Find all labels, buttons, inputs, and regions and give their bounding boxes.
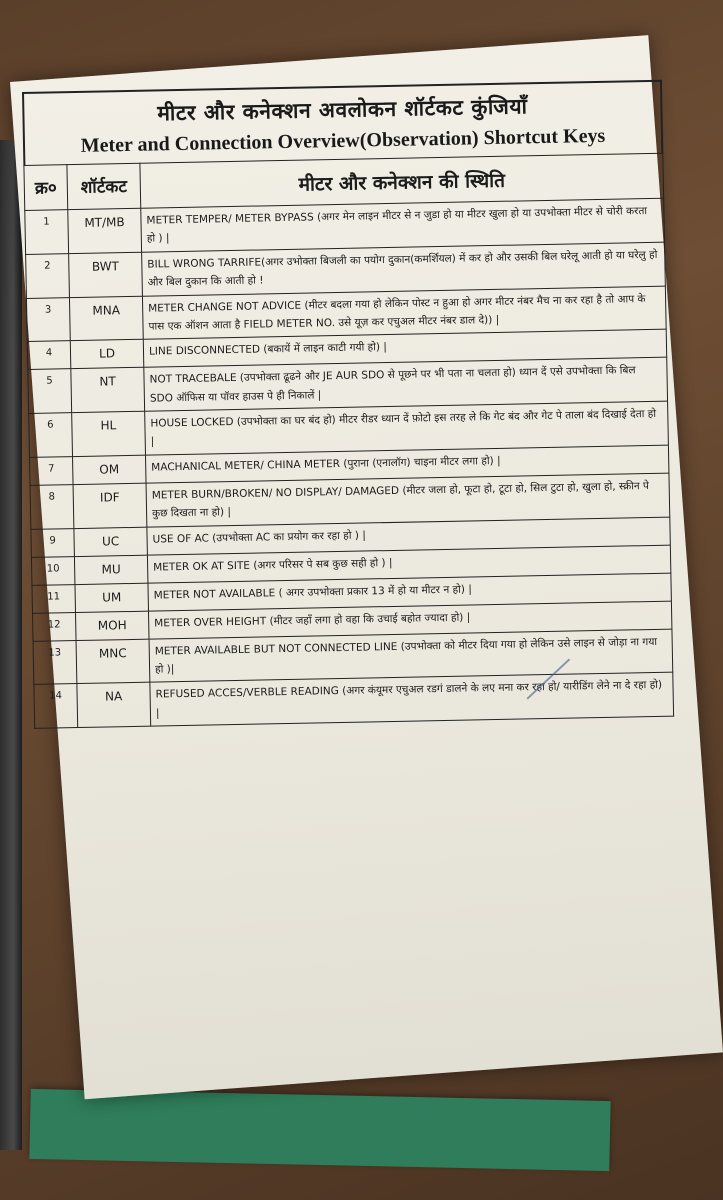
row-description: METER OVER HEIGHT (मीटर जहाँ लगा हो वहा कि उचाई बहोत ज्यादा हो) | <box>148 601 671 639</box>
title-block <box>22 80 663 165</box>
row-number: 13 <box>33 640 77 685</box>
row-number: 12 <box>33 612 77 641</box>
row-number: 2 <box>26 253 70 298</box>
row-shortcut: MNC <box>76 639 150 684</box>
row-number: 14 <box>34 684 78 729</box>
row-shortcut: IDF <box>73 483 147 528</box>
green-file-cover <box>29 1089 610 1171</box>
row-description: METER BURN/BROKEN/ NO DISPLAY/ DAMAGED (मीटर जला हो, फूटा हो, टूटा हो, सिल टुटा हो, खुला हो, स्क्रीन पे कुछ दिखता ना हो) | <box>146 473 670 527</box>
row-number: 4 <box>27 341 71 370</box>
row-number: 10 <box>31 556 75 585</box>
row-description: METER NOT AVAILABLE ( अगर उपभोक्ता प्रकार 13 में हो या मीटर न हो) | <box>148 573 671 611</box>
row-description: USE OF AC (उपभोक्ता AC का प्रयोग कर रहा हो ) | <box>147 517 670 555</box>
row-shortcut: NA <box>77 682 151 727</box>
row-shortcut: MU <box>74 555 148 584</box>
row-number: 7 <box>30 456 74 485</box>
row-number: 1 <box>25 210 69 255</box>
row-description: REFUSED ACCES/VERBLE READING (अगर कंयूमर एचुअल रडगं डालने के लए मना कर रहा हो/ यारीडिंग लेने ना दे रहा हो) | <box>150 672 674 726</box>
row-shortcut: UC <box>74 527 148 556</box>
row-description: METER CHANGE NOT ADVICE (मीटर बदला गया हो लेकिन पोस्ट न हुआ हो अगर मीटर नंबर मैच ना कर रहा है तो आप के पास एक ऑशन आता है FIELD METER NO. उसे यूज़ कर एचुअल मीटर नंबर डाल दे)) | <box>142 286 666 340</box>
row-shortcut: MT/MB <box>68 208 142 253</box>
header-shortcut: शॉर्टकट <box>67 163 141 209</box>
row-description: METER OK AT SITE (अगर परिसर पे सब कुछ सही हो ) | <box>147 545 670 583</box>
row-shortcut: HL <box>72 411 146 456</box>
row-number: 9 <box>31 528 75 557</box>
row-number: 3 <box>26 297 70 342</box>
row-shortcut: OM <box>73 455 147 484</box>
row-description: BILL WRONG TARRIFE(अगर उभोक्ता बिजली का पयोग दुकान(कमर्शियल) में कर हो और उसकी बिल घरेलू आती हो या घरेलु हो और बिल दुकान कि आती हो ! <box>142 242 666 296</box>
row-shortcut: MOH <box>75 611 149 640</box>
row-number: 11 <box>32 584 76 613</box>
row-description: NOT TRACEBALE (उपभोक्ता ढूढने और JE AUR SDO से पूछने पर भी पता ना चलता हो) ध्यान दें एसे उपभोक्ता कि बिल SDO ऑफिस या पॉवर हाउस पे ही निकालें | <box>144 357 668 411</box>
row-shortcut: UM <box>75 583 149 612</box>
row-shortcut: NT <box>71 367 145 412</box>
row-number: 5 <box>28 369 72 414</box>
shortcut-table <box>23 153 674 729</box>
header-serial: क्र० <box>24 165 68 211</box>
document-content <box>22 80 674 729</box>
row-number: 8 <box>30 484 74 529</box>
row-description: LINE DISCONNECTED (बकायें में लाइन काटी गयी हो) | <box>143 329 666 367</box>
row-description: METER TEMPER/ METER BYPASS (अगर मेन लाइन मीटर से न जुडा हो या मीटर खुला हो या उपभोक्ता मीटर से चोरी करता हो ) | <box>141 198 665 252</box>
row-shortcut: BWT <box>69 252 143 297</box>
row-number: 6 <box>29 413 73 458</box>
row-shortcut: LD <box>70 339 144 368</box>
row-shortcut: MNA <box>69 296 143 341</box>
table-body <box>25 198 674 728</box>
binder-spine <box>0 140 22 1150</box>
title-english: Meter and Connection Overview(Observation) Shortcut Keys <box>80 124 606 157</box>
row-description: METER AVAILABLE BUT NOT CONNECTED LINE (उपभोक्ता को मीटर दिया गया हो लेकिन उसे लाइन से जोड़ा ना गया हो )| <box>149 629 673 683</box>
title-hindi: मीटर और कनेक्शन अवलोकन शॉर्टकट कुंजियाँ <box>157 94 528 126</box>
row-description: MACHANICAL METER/ CHINA METER (पुराना (एनालॉग) चाइना मीटर लगा हो) | <box>145 445 668 483</box>
row-description: HOUSE LOCKED (उपभोक्ता का घर बंद हो) मीटर रीडर ध्यान दें फ़ोटो इस तरह ले कि गेट बंद और गेट पे ताला बंद दिखाई देता हो | <box>145 401 669 455</box>
header-status: मीटर और कनेक्शन की स्थिति <box>140 153 664 208</box>
